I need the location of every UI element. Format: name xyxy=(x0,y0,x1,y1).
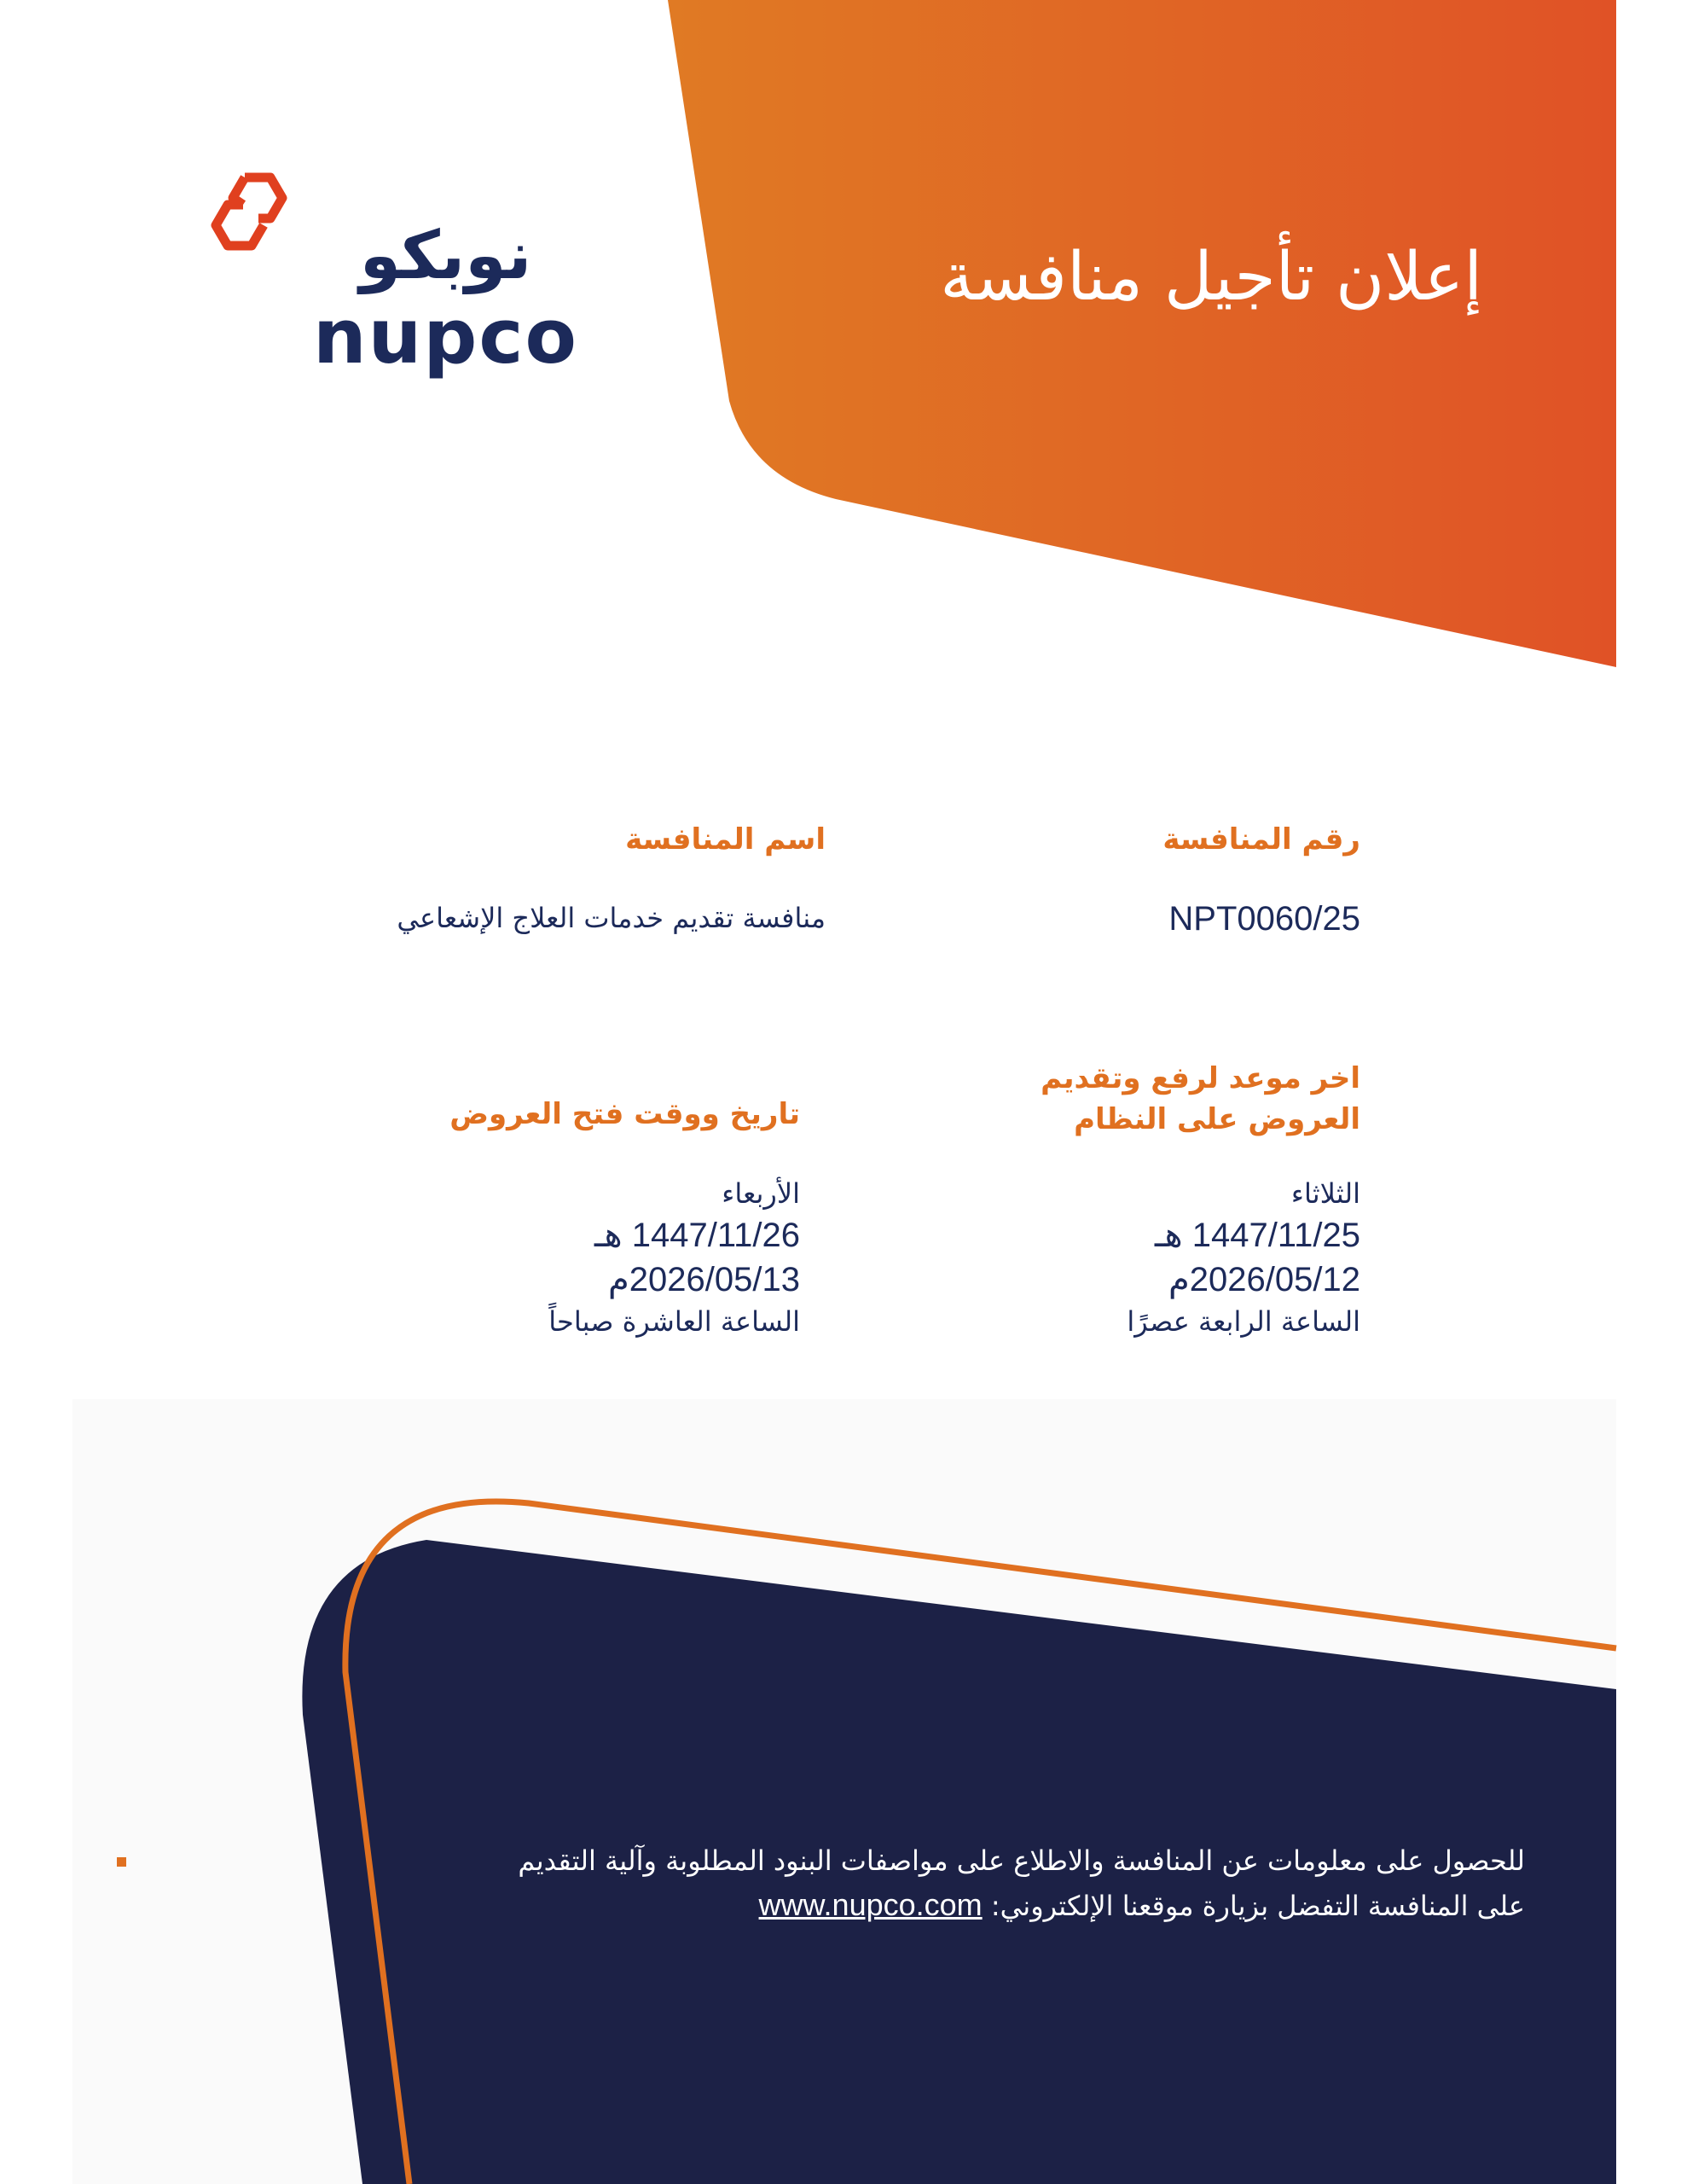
submission-deadline-time: الساعة الرابعة عصرًا xyxy=(1127,1305,1360,1338)
tender-name-block xyxy=(229,819,826,938)
opening-date-block xyxy=(288,1094,800,1341)
submission-deadline-hijri: 1447/11/25 هـ xyxy=(1154,1217,1360,1254)
opening-date-hijri: 1447/11/26 هـ xyxy=(594,1217,800,1254)
logo-english-wordmark: nupco xyxy=(313,293,578,380)
opening-date-gregorian: 2026/05/13م xyxy=(608,1261,800,1298)
footer-info-line2 xyxy=(433,1883,1525,1928)
tender-number-value: NPT0060/25 xyxy=(1168,900,1360,938)
submission-deadline-label-line1: اخر موعد لرفع وتقديم xyxy=(1041,1061,1360,1095)
bullet-icon xyxy=(117,1857,126,1867)
submission-deadline-block xyxy=(883,1058,1360,1341)
opening-date-label: تاريخ ووقت فتح العروض xyxy=(449,1097,800,1131)
tender-name-value: منافسة تقديم خدمات العلاج الإشعاعي xyxy=(397,902,826,934)
opening-date-day: الأربعاء xyxy=(722,1177,800,1210)
nupco-logo xyxy=(205,166,606,392)
tender-name-label: اسم المنافسة xyxy=(625,822,826,857)
footer-info-line2-text: على المنافسة التفضل بزيارة موقعنا الإلكتروني: xyxy=(982,1890,1525,1922)
footer-info xyxy=(433,1838,1525,1928)
submission-deadline-day: الثلاثاء xyxy=(1290,1177,1360,1210)
tender-number-label: رقم المنافسة xyxy=(1162,822,1360,857)
logo-arabic-wordmark: نوبكو xyxy=(359,218,532,294)
tender-number-block xyxy=(883,819,1360,941)
opening-date-time: الساعة العاشرة صباحاً xyxy=(548,1305,800,1338)
submission-deadline-label-line2: العروض على النظام xyxy=(1074,1102,1360,1136)
submission-deadline-gregorian: 2026/05/12م xyxy=(1168,1261,1360,1298)
page-title: إعلان تأجيل منافسة xyxy=(940,239,1482,316)
footer-info-line1: للحصول على معلومات عن المنافسة والاطلاع على مواصفات البنود المطلوبة وآلية التقديم xyxy=(518,1844,1525,1877)
website-link[interactable]: www.nupco.com xyxy=(758,1887,983,1922)
